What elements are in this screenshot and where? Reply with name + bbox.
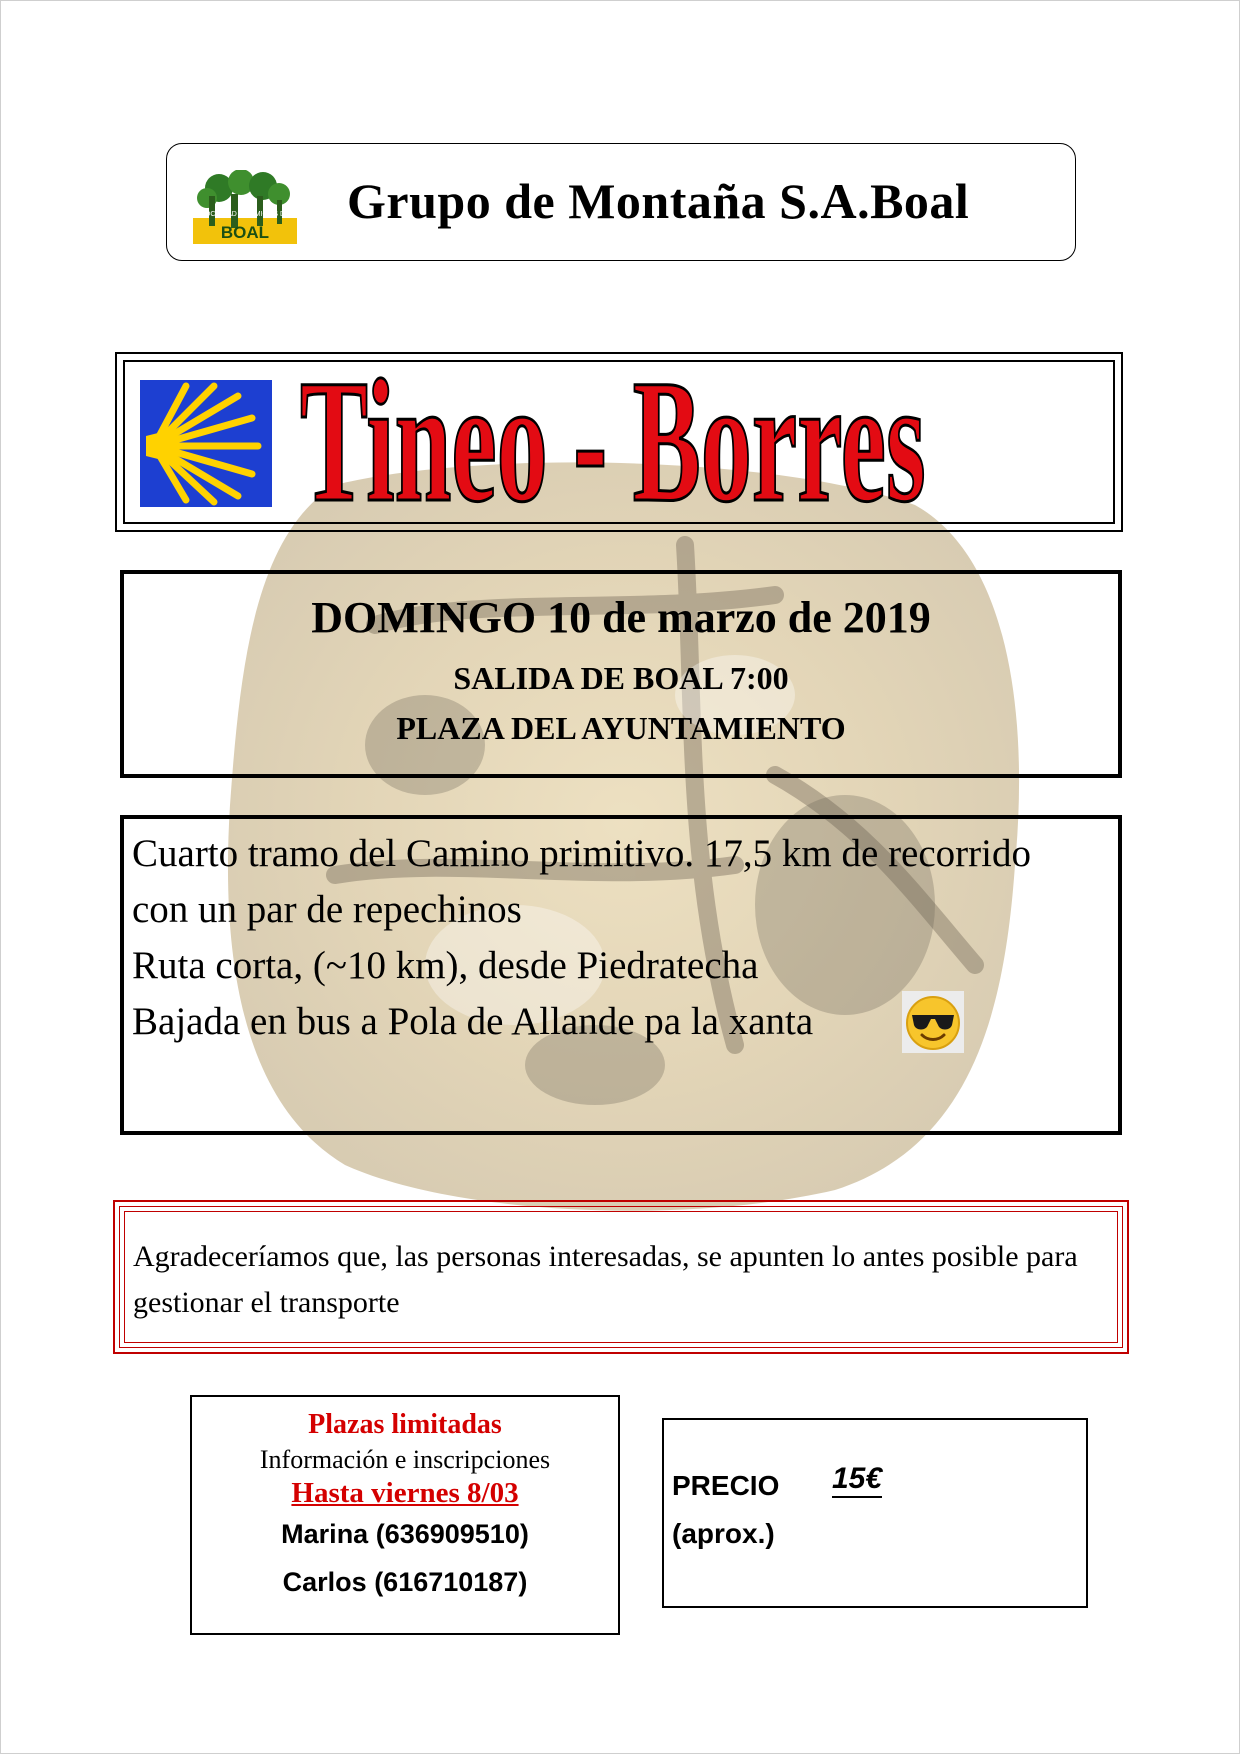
contact-carlos: Carlos (616710187): [282, 1567, 528, 1597]
route-title: Tineo - Borres: [300, 344, 926, 539]
camino-scallop-shell-icon: [140, 380, 272, 507]
notice-box: [113, 1200, 1129, 1354]
logo-boal-text: BOAL: [220, 223, 270, 242]
inscripciones-label: Información e inscripciones: [259, 1445, 551, 1474]
price-value: 15€: [832, 1462, 882, 1498]
departure-time: SALIDA DE BOAL 7:00: [453, 660, 789, 696]
header-box: [166, 143, 1076, 261]
price-label: PRECIO: [672, 1470, 780, 1501]
description-line: Cuarto tramo del Camino primitivo. 17,5 km de recorrido: [132, 832, 1031, 875]
sunglasses-smiley-icon: [902, 991, 964, 1053]
logo-caption: SOCIEDAD DE AMIGOS DE: [200, 211, 290, 218]
deadline-label: Hasta viernes 8/03: [291, 1477, 519, 1509]
notice-text: Agradeceríamos que, las personas interesadas, se apunten lo antes posible para gestionar el transporte: [133, 1240, 1078, 1319]
description-line: Bajada en bus a Pola de Allande pa la xanta: [132, 1000, 814, 1043]
info-box: [190, 1395, 620, 1635]
plazas-limitadas-label: Plazas limitadas: [308, 1409, 502, 1440]
date-box: [120, 570, 1122, 778]
description-box: [120, 815, 1122, 1135]
contact-marina: Marina (636909510): [281, 1519, 529, 1549]
price-note: (aprox.): [672, 1518, 775, 1549]
group-title: Grupo de Montaña S.A.Boal: [347, 173, 970, 229]
meeting-point: PLAZA DEL AYUNTAMIENTO: [396, 710, 846, 746]
description-line: con un par de repechinos: [132, 888, 522, 931]
description-line: Ruta corta, (~10 km), desde Piedratecha: [132, 944, 759, 987]
price-box: [662, 1418, 1088, 1608]
boal-tree-logo-icon: [191, 170, 299, 246]
event-date: DOMINGO 10 de marzo de 2019: [311, 593, 931, 642]
